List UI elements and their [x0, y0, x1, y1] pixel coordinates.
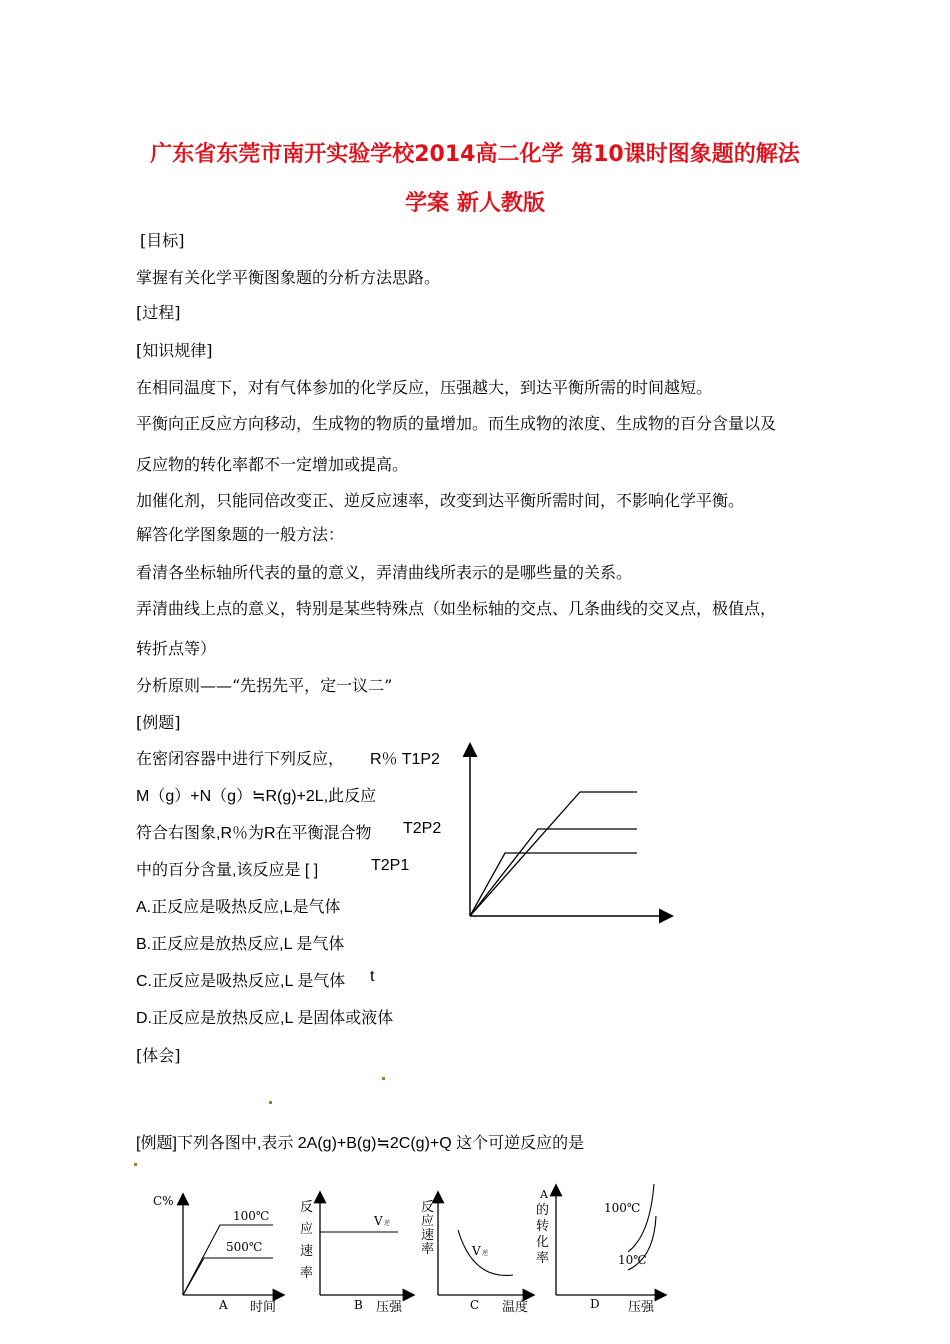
- chart-c: [418, 1185, 538, 1315]
- chart-a-label-100: 100℃: [233, 1209, 270, 1223]
- rule-2: 平衡向正反应方向移动，生成物的物质的量增加。而生成物的浓度、生成物的百分含量以及: [136, 414, 777, 433]
- curve-t1p2: [470, 792, 637, 916]
- option-b: B.正反应是放热反应,L 是气体: [136, 936, 345, 953]
- document-title-line2: 学案 新人教版: [405, 191, 545, 216]
- chart-b-v-sub: 逆: [384, 1220, 391, 1227]
- stray-dot: [382, 1077, 385, 1080]
- method-2-cont: 转折点等）: [136, 639, 217, 658]
- chart-d-ylabel-2: 的: [536, 1203, 550, 1218]
- curve-label-t1p2: R％ T1P2: [370, 751, 440, 768]
- rule-1: 在相同温度下，对有气体参加的化学反应，压强越大，到达平衡所需的时间越短。: [136, 378, 713, 397]
- example-line-2: M（g）+N（g）≒R(g)+2L,此反应: [136, 788, 377, 805]
- curve-label-t2p2: T2P2: [403, 820, 442, 837]
- curve-t2p2: [470, 829, 637, 916]
- option-a: A.正反应是吸热反应,L是气体: [136, 899, 341, 916]
- chart-a-curve-500: [183, 1258, 273, 1295]
- option-d: D.正反应是放热反应,L 是固体或液体: [136, 1010, 394, 1027]
- stray-dot: [269, 1101, 272, 1104]
- chart-b-xlabel: 压强: [376, 1300, 403, 1315]
- chart-c-v-label: V: [472, 1244, 481, 1258]
- document-title-line1: 广东省东莞市南开实验学校2014高二化学 第10课时图象题的解法: [150, 142, 800, 167]
- chart-d-xlabel: 压强: [628, 1300, 655, 1315]
- chart-d-label-10: 10℃: [618, 1253, 647, 1267]
- chart-c-ylabel-2: 应: [421, 1214, 435, 1229]
- chart-a-letter: A: [219, 1298, 228, 1312]
- chart-d-ylabel-4: 化: [536, 1235, 550, 1250]
- method-2: 弄清曲线上点的意义，特别是某些特殊点（如坐标轴的交点、几条曲线的交叉点，极值点，: [136, 599, 777, 618]
- example-line-4: 中的百分含量,该反应是 [ ]: [136, 862, 319, 879]
- chart-b-v-label: V: [374, 1214, 383, 1228]
- chart-c-letter: C: [470, 1298, 480, 1312]
- section-reflection: [体会]: [136, 1046, 181, 1065]
- chart-a-label-500: 500℃: [226, 1240, 263, 1254]
- principle: 分析原则——“先拐先平，定一议二”: [136, 676, 393, 695]
- chart-a-curve-100: [183, 1225, 273, 1295]
- example-line-3: 符合右图象,R％为R在平衡混合物: [136, 825, 372, 842]
- goal-text: 掌握有关化学平衡图象题的分析方法思路。: [136, 268, 441, 287]
- section-process: [过程]: [136, 303, 181, 322]
- chart-d: [530, 1180, 670, 1315]
- option-c: C.正反应是吸热反应,L 是气体: [136, 973, 346, 990]
- chart-c-v-sub: 逆: [482, 1250, 489, 1257]
- chart-b-ylabel-3: 速: [300, 1244, 314, 1259]
- chart-c-ylabel-1: 反: [421, 1200, 435, 1215]
- chart-b-ylabel-2: 应: [300, 1222, 314, 1237]
- axis-label-t: t: [370, 968, 375, 985]
- chart-d-letter: D: [590, 1297, 600, 1311]
- example-line-1: 在密闭容器中进行下列反应，: [136, 749, 345, 768]
- chart-c-ylabel-4: 率: [421, 1242, 435, 1257]
- method-heading: 解答化学图象题的一般方法：: [136, 525, 345, 544]
- chart-a-ylabel: C%: [153, 1194, 174, 1208]
- rule-2-cont: 反应物的转化率都不一定增加或提高。: [136, 455, 409, 474]
- chart-d-label-100: 100℃: [604, 1201, 641, 1215]
- chart-b-letter: B: [354, 1298, 363, 1312]
- chart-d-curve-100: [628, 1184, 654, 1252]
- example-graph-r-percent-vs-time: [455, 735, 680, 930]
- chart-a: [148, 1185, 288, 1315]
- example-2-question: [例题]下列各图中,表示 2A(g)+B(g)≒2C(g)+Q 这个可逆反应的是: [136, 1135, 585, 1152]
- rule-3: 加催化剂，只能同倍改变正、逆反应速率，改变到达平衡所需时间，不影响化学平衡。: [136, 491, 745, 510]
- chart-b-ylabel-1: 反: [300, 1200, 314, 1215]
- chart-a-xlabel: 时间: [250, 1300, 277, 1315]
- chart-d-ylabel-5: 率: [536, 1251, 550, 1266]
- chart-c-ylabel-3: 速: [421, 1228, 435, 1243]
- chart-d-ylabel-3: 转: [536, 1219, 550, 1234]
- stray-dot: [134, 1163, 137, 1166]
- method-1: 看清各坐标轴所代表的量的意义，弄清曲线所表示的是哪些量的关系。: [136, 563, 633, 582]
- curve-label-t2p1: T2P1: [371, 857, 410, 874]
- chart-d-ylabel-1: A: [540, 1188, 548, 1201]
- chart-c-xlabel: 温度: [502, 1300, 529, 1315]
- section-goal: [目标]: [140, 231, 185, 250]
- chart-b-ylabel-4: 率: [300, 1266, 314, 1281]
- section-example: [例题]: [136, 713, 181, 732]
- chart-b: [298, 1185, 418, 1315]
- section-rules: [知识规律]: [136, 341, 213, 360]
